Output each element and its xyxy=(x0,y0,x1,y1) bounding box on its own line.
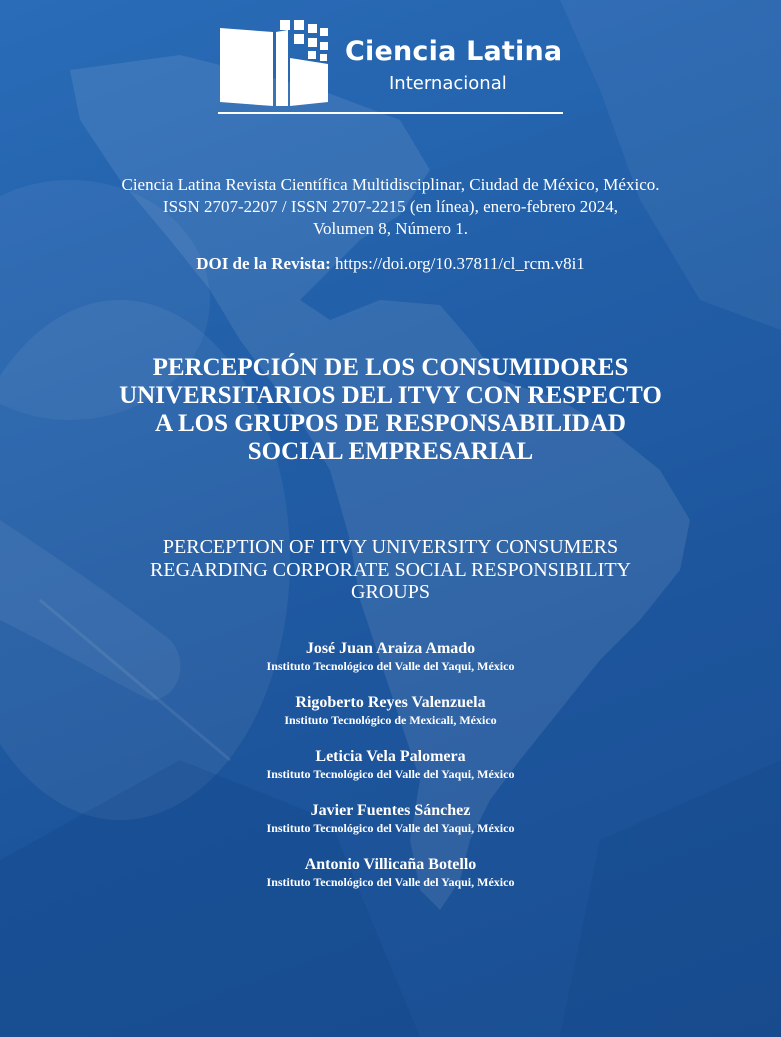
author-name: José Juan Araiza Amado xyxy=(305,640,476,657)
author-entry xyxy=(140,801,641,855)
author-name: Leticia Vela Palomera xyxy=(315,748,466,765)
author-name: Rigoberto Reyes Valenzuela xyxy=(295,694,486,711)
journal-line-3: Volumen 8, Número 1. xyxy=(312,219,469,238)
author-name: Antonio Villicaña Botello xyxy=(304,856,477,873)
author-name: Javier Fuentes Sánchez xyxy=(310,802,471,819)
author-entry xyxy=(140,639,641,693)
title-es-line: UNIVERSITARIOS DEL ITVY CON RESPECTO xyxy=(119,382,662,409)
author-entry xyxy=(140,693,641,747)
author-institution: Instituto Tecnológico del Valle del Yaqui, México xyxy=(266,821,515,835)
author-entry xyxy=(140,855,641,909)
author-institution: Instituto Tecnológico de Mexicali, México xyxy=(284,713,497,727)
journal-line-2: ISSN 2707-2207 / ISSN 2707-2215 (en línea), enero-febrero 2024, xyxy=(162,197,619,216)
journal-doi xyxy=(60,254,721,274)
author-entry xyxy=(140,747,641,801)
doi-label: DOI de la Revista: xyxy=(196,254,331,273)
title-es-line: A LOS GRUPOS DE RESPONSABILIDAD xyxy=(155,410,626,437)
title-en-line: REGARDING CORPORATE SOCIAL RESPONSIBILITY xyxy=(150,558,631,581)
title-es-line: PERCEPCIÓN DE LOS CONSUMIDORES xyxy=(152,354,629,381)
journal-line-1: Ciencia Latina Revista Científica Multidisciplinar, Ciudad de México, México. xyxy=(121,175,660,194)
open-book-logo-icon xyxy=(218,18,338,108)
journal-info xyxy=(60,174,721,240)
author-institution: Instituto Tecnológico del Valle del Yaqui, México xyxy=(266,875,515,889)
brand-name: Ciencia Latina xyxy=(345,36,563,67)
brand-logo xyxy=(218,18,568,118)
brand-subtitle: Internacional xyxy=(389,73,507,94)
article-title-spanish xyxy=(50,354,731,466)
author-institution: Instituto Tecnológico del Valle del Yaqui, México xyxy=(266,767,515,781)
doi-link[interactable]: https://doi.org/10.37811/cl_rcm.v8i1 xyxy=(335,254,585,273)
title-es-line: SOCIAL EMPRESARIAL xyxy=(247,438,534,465)
title-en-line: PERCEPTION OF ITVY UNIVERSITY CONSUMERS xyxy=(162,536,619,558)
author-list xyxy=(140,639,641,909)
article-title-english xyxy=(80,536,701,604)
logo-divider xyxy=(218,112,563,114)
title-en-line: GROUPS xyxy=(351,581,430,603)
author-institution: Instituto Tecnológico del Valle del Yaqui, México xyxy=(266,659,515,673)
